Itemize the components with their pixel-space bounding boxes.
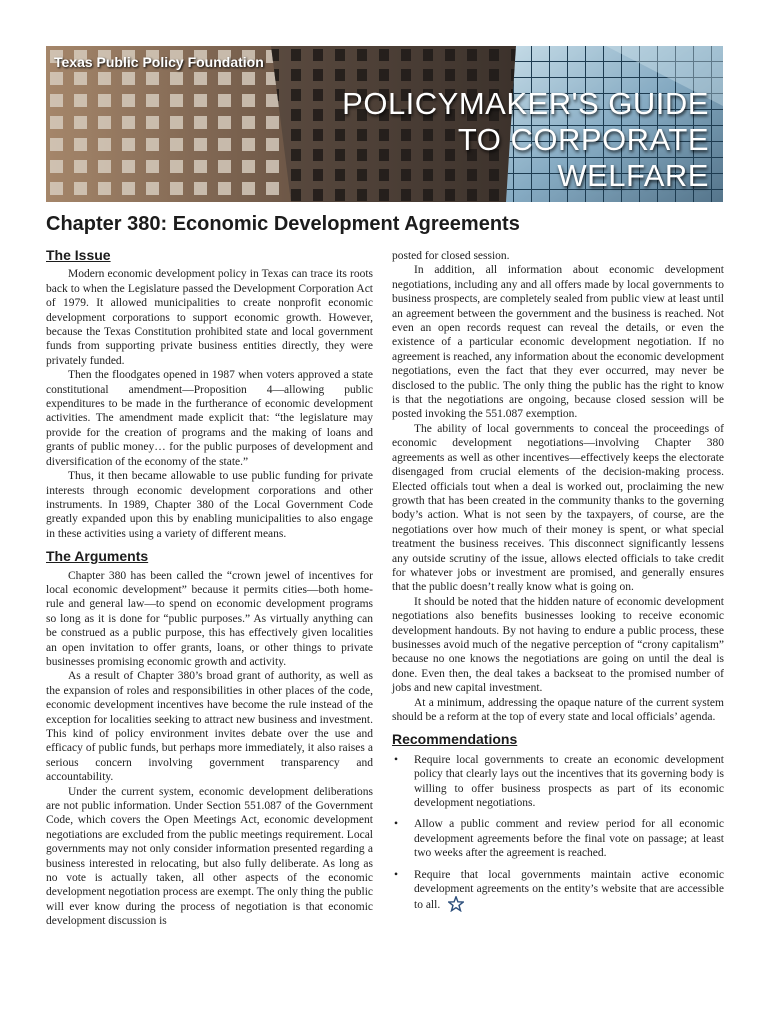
issue-paragraph: Then the floodgates opened in 1987 when voters approved a state constitutional amendment—Proposition 4—allowing public expenditures to be made in the furtherance of economic development activities. The amendment made explicit that: “the legislature may provide for the creation of programs and the making of loans and grants of public money… for the public purposes of development and diversification of the economy of the state.” — [46, 369, 373, 468]
continued-paragraph: The ability of local governments to conceal the proceedings of economic development negotiations—involving Chapter 380 agreements as well as other incentives—effectively keeps the electorate disengaged from crucial elements of the decision-making process. Elected officials tout when a deal is worked out, proclaiming the new growth that has been created in the community thanks to the governing body’s action. What is not seen by the taxpayers, of course, are the negotiations over how much of their money is spent, or what special treatment the business receives. This disconnect significantly lessens any outside scrutiny of the issue, allows elected officials to take credit for whatever jobs or investment are promised, and generally ensures that the public doesn’t really know what is going on. — [392, 422, 724, 594]
header-banner — [46, 46, 723, 202]
continued-paragraph: It should be noted that the hidden nature of economic development negotiations also benefits businesses looking to receive economic development handouts. By not having to endure a public process, these businesses avoid much of the negative perception of “crony capitalism” because no one knows the negotiations are going on until the deal is done. Even then, the deal takes a backseat to the promised number of jobs and new capital investment. — [392, 595, 724, 695]
section-heading-recommendations: Recommendations — [392, 731, 518, 748]
arguments-paragraph: As a result of Chapter 380’s broad grant of authority, as well as the expansion of roles and responsibilities in other places of the code, economic development incentives have become the rule instead of the exception for localities seeking to attract new business and investment. This kind of policy environment invites debate over the use and efficacy of public funds, but perhaps more immediately, it also raises a serious concern involving government transparency and accountability. — [46, 670, 373, 784]
arguments-paragraph: Chapter 380 has been called the “crown jewel of incentives for local economic development” because it permits cities—both home-rule and general law—to spend on economic development programs so long as it is done for “public purposes.” As virtually anything can be construed as a public purpose, this has effectively given localities an open invitation to offer grants, loans, or other things to private businesses promising economic growth and activity. — [46, 569, 373, 668]
title-line-2: TO CORPORATE — [457, 122, 709, 157]
recommendation-text: Require that local governments maintain active economic development agreements on the entity’s website that are accessible to all. — [414, 868, 724, 912]
organization-name: Texas Public Policy Foundation — [54, 54, 264, 70]
right-column — [392, 249, 724, 920]
continued-paragraph: In addition, all information about economic development negotiations, including any and all offers made by local governments to business prospects, are completely sealed from public view at least until an agreement between the government and the business is reached. Not even an open records request can reveal the details, or even the existence of a particular economic development negotiation. If no agreement is reached, any information about the economic development negotiations, even the fact that they ever occurred, may never be disclosed to the public. The only thing the public has the right to know is that the negotiations are ongoing, because closed session will be posted invoking the 551.087 exemption. — [392, 264, 724, 421]
recommendation-item — [392, 868, 724, 913]
recommendations-list — [392, 753, 724, 913]
recommendation-item: • Require local governments to create an economic development policy that clearly lays out the incentives that its governing body is willing to offer business prospects as part of its economic development negotiations. — [392, 753, 724, 811]
section-heading-arguments: The Arguments — [46, 548, 149, 565]
arguments-paragraph: Under the current system, economic development deliberations are not public information. Under Section 551.087 of the Government Code, which covers the Open Meetings Act, economic development negotiations are excluded from the public meetings requirement. Local governments may not only consider information presented regarding a business interested in relocating, but also fully deliberate. As long as no vote is actually taken, all other aspects of the economic development negotiation process are exempt. The only thing the public will ever know during the process of negotiation is that economic development discussion is — [46, 785, 373, 928]
recommendation-item: • Allow a public comment and review period for all economic development agreements before the final vote on passage; at least two weeks after the agreement is reached. — [392, 817, 724, 860]
chapter-title: Chapter 380: Economic Development Agreements — [46, 213, 520, 235]
continued-paragraph: posted for closed session. — [392, 250, 510, 262]
title-line-3: WELFARE — [557, 158, 709, 193]
section-heading-issue: The Issue — [46, 247, 111, 263]
continued-paragraph: At a minimum, addressing the opaque nature of the current system should be a reform at the top of every state and local officials’ agenda. — [392, 696, 724, 723]
issue-paragraph: Thus, it then became allowable to use public funding for private interests through economic development corporations and other instruments. In 1989, Chapter 380 of the Local Government Code greatly expanded upon this by enabling municipalities to also engage in these activities using a variety of different means. — [46, 470, 373, 540]
star-icon — [448, 896, 464, 912]
left-column — [46, 248, 373, 929]
title-line-1: POLICYMAKER'S GUIDE — [342, 86, 709, 121]
issue-paragraph: Modern economic development policy in Texas can trace its roots back to when the Legislature passed the Development Corporation Act of 1979. It allowed municipalities to create nonprofit economic development corporations to support economic growth. However, because the Texas Constitution prohibited state and local government funds from supporting private business entities directly, they were privately funded. — [46, 268, 373, 367]
publication-title — [342, 86, 709, 194]
